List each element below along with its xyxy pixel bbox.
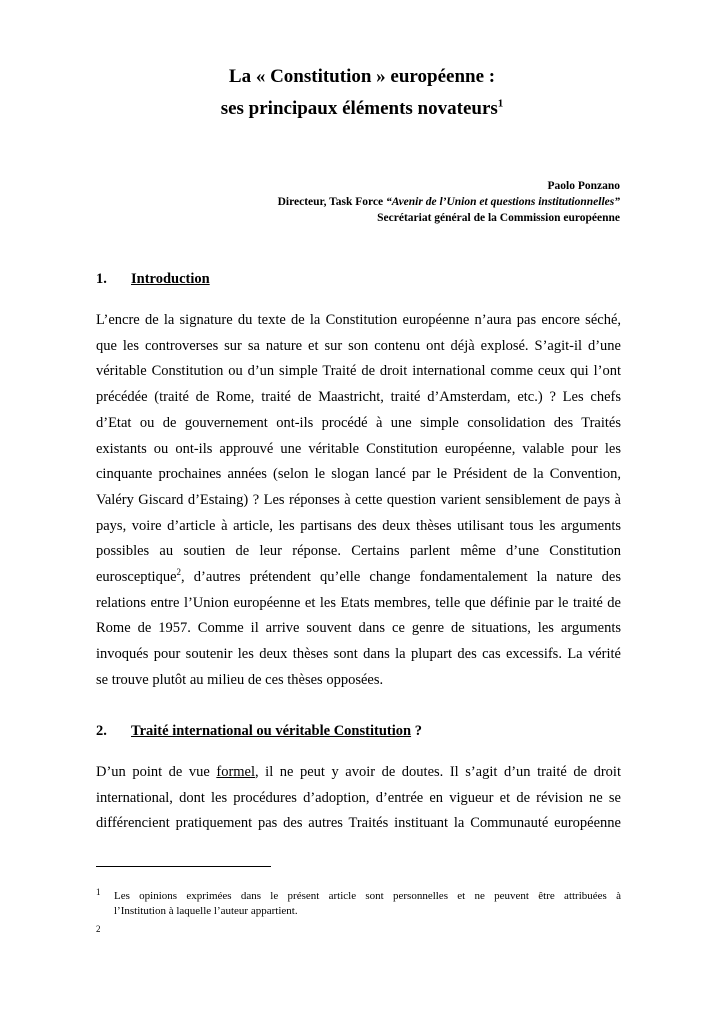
title-line-1: La « Constitution » européenne : — [228, 66, 496, 87]
text-fragment: eurosceptique — [96, 569, 177, 586]
footnote-ref-2[interactable]: 2 — [176, 567, 182, 578]
text-line: relations entre l’Union européenne et les Etats membres, telle que définie par le traité de — [96, 594, 621, 611]
section-title-2: Traité international ou véritable Constitution — [131, 723, 412, 739]
footnote-ref-1[interactable]: 1 — [497, 97, 504, 110]
text-line — [96, 565, 621, 591]
text-fragment: , d’autres prétendent qu’elle change fondamentalement la nature des — [181, 569, 621, 586]
text-line: Rome de 1957. Comme il arrive souvent dans ce genre de situations, les arguments — [96, 620, 621, 637]
footnote-mark-2: 2 — [96, 924, 101, 934]
section-number-2: 2. — [96, 723, 107, 739]
footnote-1 — [96, 889, 621, 919]
footnote-separator — [96, 866, 271, 867]
footnote-line: Les opinions exprimées dans le présent article sont personnelles et ne peuvent être attribuées à — [114, 890, 621, 902]
text-line: différencient pratiquement pas des autres Traités instituant la Communauté européenne — [96, 815, 621, 832]
author-role-prefix: Directeur, Task Force — [277, 196, 387, 208]
text-line: d’Etat ou de gouvernement ont-ils procédé à une simple consolidation des Traités — [96, 414, 621, 431]
text-fragment: , il ne peut y avoir de doutes. Il s’agit d’un traité de droit — [255, 764, 621, 780]
text-line — [96, 760, 621, 786]
text-line: existants ou ont-ils approuvé une véritable Constitution européenne, valable pour les — [96, 440, 621, 457]
author-institution: Secrétariat général de la Commission européenne — [377, 212, 620, 224]
text-line: cinquante prochaines années (selon le slogan lancé par le Président de la Convention, — [96, 466, 621, 483]
text-line: possibles au soutien de leur réponse. Certains parlent même d’une Constitution — [96, 543, 621, 560]
document-title — [0, 62, 724, 124]
section-title-1: Introduction — [131, 271, 210, 287]
text-line: Valéry Giscard d’Estaing) ? Les réponses à cette question varient sensiblement de pays à — [96, 491, 621, 508]
paragraph-section-2 — [96, 760, 621, 837]
text-line: précédée (traité de Rome, traité de Maastricht, traité d’Amsterdam, etc.) ? Les chefs — [96, 389, 621, 406]
author-name: Paolo Ponzano — [547, 180, 620, 192]
underlined-word: formel — [216, 764, 256, 780]
author-role — [278, 194, 620, 210]
section-heading-1 — [96, 271, 210, 288]
text-line: que les controverses sur sa nature et sur son contenu ont déjà explosé. S’agit-il d’une — [96, 337, 621, 354]
section-heading-2 — [96, 723, 422, 740]
footnote-mark-1: 1 — [96, 887, 101, 897]
paragraph-introduction — [96, 308, 621, 694]
section-number-1: 1. — [96, 271, 107, 287]
footnote-1-text — [114, 889, 621, 919]
section-title-2-suffix: ? — [411, 723, 422, 739]
title-line-2 — [0, 94, 724, 124]
text-line: invoqués pour soutenir les deux thèses sont dans la plupart des cas excessifs. La vérité — [96, 646, 621, 663]
text-fragment: D’un point de vue — [96, 764, 217, 780]
text-line: pays, voire d’article à article, les partisans des deux thèses utilisant tous les arguments — [96, 517, 621, 534]
text-line: international, dont les procédures d’adoption, d’entrée en vigueur et de révision ne se — [96, 789, 621, 806]
footnote-line: l’Institution à laquelle l’auteur appartient. — [114, 905, 298, 917]
author-block — [278, 178, 620, 226]
text-line: véritable Constitution ou d’un simple Traité de droit international comme ceux qui l’ont — [96, 363, 621, 380]
text-line: se trouve plutôt au milieu de ces thèses opposées. — [96, 671, 384, 688]
author-role-italic: “Avenir de l’Union et questions institutionnelles” — [386, 196, 620, 208]
text-line: L’encre de la signature du texte de la Constitution européenne n’aura pas encore séché, — [96, 312, 621, 328]
title-line-2-text: ses principaux éléments novateurs — [220, 98, 498, 119]
